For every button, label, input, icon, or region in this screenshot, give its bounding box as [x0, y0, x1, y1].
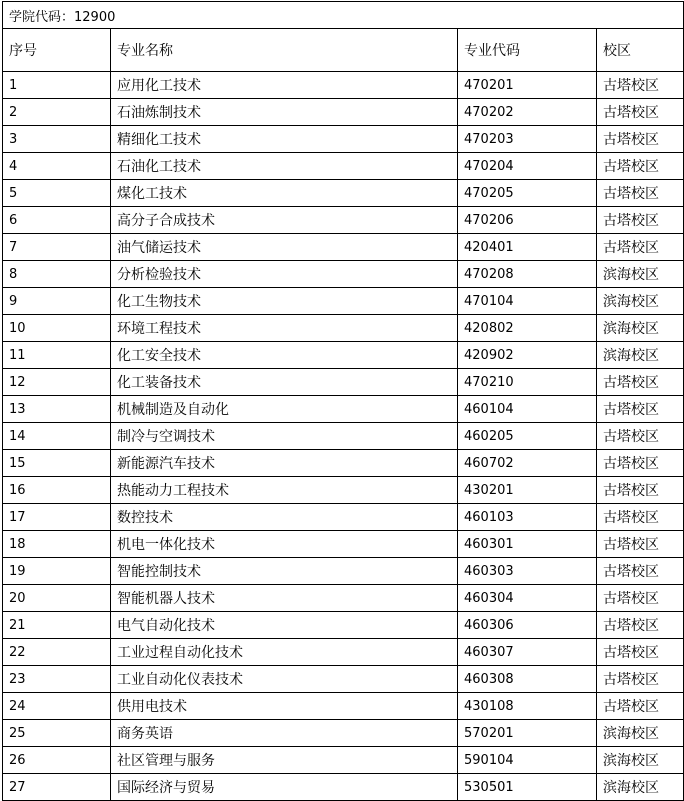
header-campus: 校区	[597, 29, 684, 72]
cell-index: 22	[3, 639, 111, 666]
cell-campus: 古塔校区	[597, 693, 684, 720]
cell-index: 8	[3, 261, 111, 288]
table-row	[3, 396, 684, 423]
table-row	[3, 288, 684, 315]
cell-name: 智能控制技术	[111, 558, 458, 585]
cell-name: 商务英语	[111, 720, 458, 747]
cell-campus: 古塔校区	[597, 558, 684, 585]
cell-campus: 古塔校区	[597, 531, 684, 558]
cell-index: 10	[3, 315, 111, 342]
table-row	[3, 693, 684, 720]
table-row	[3, 450, 684, 477]
header-code: 专业代码	[458, 29, 597, 72]
table-row	[3, 153, 684, 180]
table-row	[3, 720, 684, 747]
cell-name: 新能源汽车技术	[111, 450, 458, 477]
cell-campus: 滨海校区	[597, 261, 684, 288]
cell-code: 590104	[458, 747, 597, 774]
cell-campus: 古塔校区	[597, 72, 684, 99]
cell-code: 460306	[458, 612, 597, 639]
table-row	[3, 234, 684, 261]
cell-campus: 古塔校区	[597, 234, 684, 261]
cell-index: 5	[3, 180, 111, 207]
cell-campus: 古塔校区	[597, 396, 684, 423]
cell-index: 7	[3, 234, 111, 261]
cell-code: 470104	[458, 288, 597, 315]
cell-code: 430108	[458, 693, 597, 720]
majors-table	[2, 1, 684, 801]
cell-name: 石油化工技术	[111, 153, 458, 180]
table-row	[3, 504, 684, 531]
cell-code: 470210	[458, 369, 597, 396]
cell-index: 11	[3, 342, 111, 369]
cell-campus: 古塔校区	[597, 585, 684, 612]
cell-campus: 滨海校区	[597, 747, 684, 774]
cell-name: 环境工程技术	[111, 315, 458, 342]
cell-campus: 滨海校区	[597, 720, 684, 747]
cell-name: 电气自动化技术	[111, 612, 458, 639]
cell-campus: 古塔校区	[597, 369, 684, 396]
cell-campus: 古塔校区	[597, 99, 684, 126]
cell-name: 化工装备技术	[111, 369, 458, 396]
cell-campus: 古塔校区	[597, 423, 684, 450]
cell-index: 13	[3, 396, 111, 423]
table-row	[3, 369, 684, 396]
table-row	[3, 585, 684, 612]
cell-index: 9	[3, 288, 111, 315]
cell-name: 石油炼制技术	[111, 99, 458, 126]
cell-campus: 滨海校区	[597, 342, 684, 369]
cell-campus: 滨海校区	[597, 288, 684, 315]
cell-campus: 古塔校区	[597, 666, 684, 693]
cell-name: 社区管理与服务	[111, 747, 458, 774]
header-index: 序号	[3, 29, 111, 72]
cell-index: 3	[3, 126, 111, 153]
cell-name: 制冷与空调技术	[111, 423, 458, 450]
cell-code: 460103	[458, 504, 597, 531]
cell-name: 分析检验技术	[111, 261, 458, 288]
table-row	[3, 639, 684, 666]
cell-code: 460304	[458, 585, 597, 612]
table-row	[3, 99, 684, 126]
cell-name: 供用电技术	[111, 693, 458, 720]
cell-name: 国际经济与贸易	[111, 774, 458, 801]
cell-name: 精细化工技术	[111, 126, 458, 153]
cell-name: 工业过程自动化技术	[111, 639, 458, 666]
cell-campus: 古塔校区	[597, 450, 684, 477]
cell-code: 470202	[458, 99, 597, 126]
cell-code: 460104	[458, 396, 597, 423]
cell-campus: 古塔校区	[597, 612, 684, 639]
table-row	[3, 747, 684, 774]
cell-index: 4	[3, 153, 111, 180]
cell-name: 油气储运技术	[111, 234, 458, 261]
table-row	[3, 72, 684, 99]
cell-campus: 古塔校区	[597, 207, 684, 234]
table-row	[3, 531, 684, 558]
cell-name: 应用化工技术	[111, 72, 458, 99]
cell-campus: 古塔校区	[597, 153, 684, 180]
cell-index: 21	[3, 612, 111, 639]
cell-index: 27	[3, 774, 111, 801]
cell-campus: 滨海校区	[597, 315, 684, 342]
table-row	[3, 774, 684, 801]
cell-code: 420902	[458, 342, 597, 369]
cell-index: 19	[3, 558, 111, 585]
cell-code: 460205	[458, 423, 597, 450]
college-code-row	[3, 2, 684, 29]
table-row	[3, 315, 684, 342]
cell-code: 460303	[458, 558, 597, 585]
header-name: 专业名称	[111, 29, 458, 72]
cell-code: 470203	[458, 126, 597, 153]
table-row	[3, 477, 684, 504]
cell-campus: 滨海校区	[597, 774, 684, 801]
table-row	[3, 342, 684, 369]
cell-index: 12	[3, 369, 111, 396]
cell-code: 460308	[458, 666, 597, 693]
table-row	[3, 207, 684, 234]
cell-name: 化工安全技术	[111, 342, 458, 369]
cell-index: 25	[3, 720, 111, 747]
cell-index: 1	[3, 72, 111, 99]
table-row	[3, 180, 684, 207]
cell-code: 470205	[458, 180, 597, 207]
cell-name: 数控技术	[111, 504, 458, 531]
cell-code: 470201	[458, 72, 597, 99]
cell-code: 460301	[458, 531, 597, 558]
cell-campus: 古塔校区	[597, 126, 684, 153]
cell-name: 高分子合成技术	[111, 207, 458, 234]
table-row	[3, 612, 684, 639]
cell-name: 机械制造及自动化	[111, 396, 458, 423]
cell-index: 20	[3, 585, 111, 612]
cell-index: 17	[3, 504, 111, 531]
cell-index: 24	[3, 693, 111, 720]
cell-code: 430201	[458, 477, 597, 504]
table-row	[3, 666, 684, 693]
cell-code: 470208	[458, 261, 597, 288]
cell-code: 570201	[458, 720, 597, 747]
cell-name: 化工生物技术	[111, 288, 458, 315]
cell-code: 470204	[458, 153, 597, 180]
table-row	[3, 558, 684, 585]
cell-code: 420802	[458, 315, 597, 342]
table-row	[3, 423, 684, 450]
cell-name: 机电一体化技术	[111, 531, 458, 558]
cell-index: 23	[3, 666, 111, 693]
cell-index: 14	[3, 423, 111, 450]
cell-code: 460702	[458, 450, 597, 477]
cell-campus: 古塔校区	[597, 180, 684, 207]
header-row	[3, 29, 684, 72]
cell-code: 460307	[458, 639, 597, 666]
cell-index: 16	[3, 477, 111, 504]
cell-index: 15	[3, 450, 111, 477]
cell-campus: 古塔校区	[597, 477, 684, 504]
cell-index: 18	[3, 531, 111, 558]
cell-code: 420401	[458, 234, 597, 261]
cell-code: 470206	[458, 207, 597, 234]
cell-index: 26	[3, 747, 111, 774]
table-row	[3, 126, 684, 153]
cell-campus: 古塔校区	[597, 639, 684, 666]
cell-index: 6	[3, 207, 111, 234]
cell-code: 530501	[458, 774, 597, 801]
cell-index: 2	[3, 99, 111, 126]
cell-name: 煤化工技术	[111, 180, 458, 207]
cell-name: 智能机器人技术	[111, 585, 458, 612]
cell-name: 热能动力工程技术	[111, 477, 458, 504]
college-code: 学院代码：12900	[3, 2, 684, 29]
cell-name: 工业自动化仪表技术	[111, 666, 458, 693]
cell-campus: 古塔校区	[597, 504, 684, 531]
table-row	[3, 261, 684, 288]
